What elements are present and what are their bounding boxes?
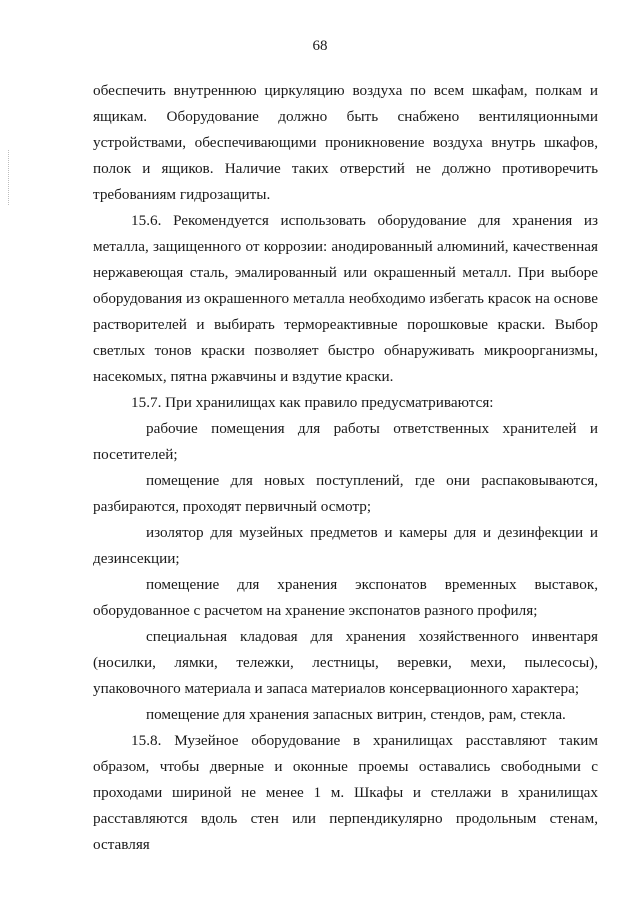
list-item-storage-pantry: специальная кладовая для хранения хозяйственного инвентаря (носилки, лямки, тележки, лестницы, веревки, мехи, пылесосы), упаковочного материала и запаса материалов консервационного характера; bbox=[93, 628, 598, 697]
body-text bbox=[93, 78, 598, 858]
list-item-work-rooms: рабочие помещения для работы ответственных хранителей и посетителей; bbox=[93, 420, 598, 463]
paragraph-15-6: 15.6. Рекомендуется использовать оборудование для хранения из металла, защищенного от коррозии: анодированный алюминий, качественная нержавеющая сталь, эмалированный или окрашенный металл. При выборе оборудования из окрашенного металла необходимо избегать красок на основе растворителей и выбирать термореактивные порошковые краски. Выбор светлых тонов краски позволяет быстро обнаруживать микроорганизмы, насекомых, пятна ржавчины и вздутие краски. bbox=[93, 212, 598, 385]
paragraph-15-8: 15.8. Музейное оборудование в хранилищах расставляют таким образом, чтобы дверные и оконные проемы оставались свободными с проходами шириной не менее 1 м. Шкафы и стеллажи в хранилищах расставляются вдоль стен или перпендикулярно продольным стенам, оставляя bbox=[93, 732, 598, 853]
list-item-new-arrivals-room: помещение для новых поступлений, где они распаковываются, разбираются, проходят первичный осмотр; bbox=[93, 472, 598, 515]
list-item-temporary-exhibits-room: помещение для хранения экспонатов временных выставок, оборудованное с расчетом на хранение экспонатов разного профиля; bbox=[93, 576, 598, 619]
scan-margin-mark bbox=[8, 150, 11, 205]
paragraph-continuation: обеспечить внутреннюю циркуляцию воздуха по всем шкафам, полкам и ящикам. Оборудование должно быть снабжено вентиляционными устройствами, обеспечивающими проникновение воздуха внутрь шкафов, полок и ящиков. Наличие таких отверстий не должно противоречить требованиям гидрозащиты. bbox=[93, 82, 598, 203]
list-item-spare-showcases-room: помещение для хранения запасных витрин, стендов, рам, стекла. bbox=[146, 706, 566, 723]
page-number: 68 bbox=[312, 38, 328, 54]
paragraph-15-7: 15.7. При хранилищах как правило предусматриваются: bbox=[131, 394, 494, 411]
list-item-isolator: изолятор для музейных предметов и камеры для и дезинфекции и дезинсекции; bbox=[93, 524, 598, 567]
